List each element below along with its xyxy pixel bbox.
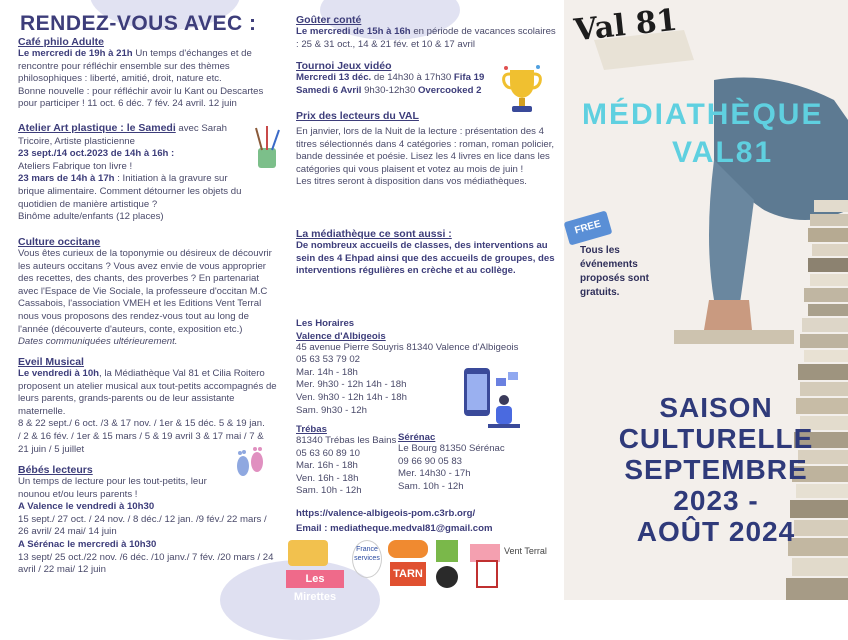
trebas-hours-row: Mar. 16h - 18h [296,460,358,472]
saison-line: SEPTEMBRE [624,454,808,485]
partner-logo-icon [436,566,458,588]
cafe-philo-text: Le mercredi de 19h à 21h Un temps d'échanges et de rencontre pour réfléchir ensemble sur des thèmes philosophiques : liberté, amitié, droit, nature etc. [18,48,252,85]
serenac-name: Sérénac [398,432,436,443]
eveil-section [18,356,280,456]
vent-terral-logo: Vent Terral [504,546,547,556]
trophy-icon [500,64,544,116]
serenac-section [398,432,528,493]
tournoi-line-2: Samedi 6 Avril 9h30-12h30 Overcooked 2 [296,84,482,96]
partner-logo-icon [476,560,498,588]
gouter-title: Goûter conté [296,14,362,26]
val81-logo: Val 81 [572,2,680,49]
bebes-serenac-title: A Sérénac le mercredi à 10h30 [18,538,157,550]
bebes-valence-title: A Valence le vendredi à 10h30 [18,501,155,513]
trebas-hours-row: Sam. 10h - 12h [296,485,362,497]
atelier-artist: avec Sarah Tricoire, Artiste plasticienne [18,123,227,147]
eveil-intro: Le vendredi à 10h, la Médiathèque Val 81 et Cilia Roitero proposent un atelier musical aux tout-petits accompagnés de leurs parents, grands-parents ou de leur assistante maternelle. [18,368,277,417]
aussi-title: La médiathèque ce sont aussi : [296,228,452,240]
eveil-dates: 8 & 22 sept./ 6 oct. /3 & 17 nov. / 1er & 15 déc. 5 & 19 jan. / 2 & 16 fév. / 1er & 15 mars / 5 & 19 avril 3 & 17 mai / 7 & 21 juin / 5 juillet [18,418,265,455]
aussi-text: De nombreux accueils de classes, des interventions au sein des 4 Ehpad ainsi que des accueils de groupes, des interventions régulières en crèche et au collège. [296,240,555,277]
cover-title-val81: VAL81 [672,136,774,169]
tournoi-title: Tournoi Jeux vidéo [296,60,392,72]
partner-logo-icon [288,540,328,566]
serenac-hours-row: Sam. 10h - 12h [398,480,464,492]
occitan-section [18,236,280,349]
saison-line: AOÛT 2024 [636,516,796,547]
cafe-philo-dates: Bonne nouvelle : pour réfléchir avoir lu Kant ou Descartes pour participer ! 11 oct. 6 déc. 7 fév. 24 avril. 12 juin [18,85,264,110]
occitan-title: Culture occitane [18,236,101,248]
free-tag-icon: FREE [564,210,613,245]
prix-text: En janvier, lors de la Nuit de la lecture : présentation des 4 titres sélectionnés dans 4 catégories : roman, roman policier, bande dessinée et poésie. Lisez les 4 livres en lice dans les catégories qui vous plaisent et votez au mois de juin ! [296,126,555,175]
serenac-address: Le Bourg 81350 Sérénac [398,443,505,454]
saison-line: CULTURELLE [618,423,814,454]
phone-reading-illustration [460,364,524,434]
saison-culturelle-title [596,392,836,547]
cover-title-mediatheque: MÉDIATHÈQUE [582,98,824,131]
atelier-section [18,122,250,224]
france-services-logo: France services [352,540,382,578]
website-link[interactable]: https://valence-albigeois-pom.c3rb.org/ [296,508,476,519]
serenac-hours-row: Mer. 14h30 - 17h [398,468,471,480]
paintbrush-icon [252,124,282,170]
prix-note: Les titres seront à disposition dans vos médiathèques. [296,176,527,188]
cafe-philo-title: Café philo Adulte [18,36,104,48]
trebas-name: Trébas [296,424,327,435]
free-events-text: Tous les événements proposés sont gratuits. [580,245,649,298]
valence-address: 45 avenue Pierre Souyris 81340 Valence d'Albigeois [296,341,519,353]
occitan-note: Dates communiquées ultérieurement. [18,336,178,348]
atelier-note: Binôme adulte/enfants (12 places) [18,211,164,223]
gouter-section [296,14,558,51]
atelier-title: Atelier Art plastique : le Samedi [18,122,176,134]
trebas-address: 81340 Trébas les Bains [296,435,397,446]
atelier-dates-1: 23 sept./14 oct.2023 de 14h à 16h : Ateliers Fabrique ton livre ! [18,148,175,172]
trebas-hours-row: Ven. 16h - 18h [296,472,359,484]
tarn-logo: TARN [390,562,426,586]
tournoi-line-1: Mercredi 13 déc. de 14h30 à 17h30 Fifa 19 [296,72,485,83]
valence-name: Valence d'Albigeois [296,330,386,342]
email-link[interactable]: Email : mediatheque.medval81@gmail.com [296,522,493,534]
bebes-section [18,464,280,577]
serenac-phone: 09 66 90 05 83 [398,455,463,467]
bebes-title: Bébés lecteurs [18,464,93,476]
gouter-text: Le mercredi de 15h à 16h en période de vacances scolaires : 25 & 31 oct., 14 & 21 fév. et 10 & 17 avril [296,26,556,50]
valence-hours-row: Mer. 9h30 - 12h 14h - 18h [296,379,407,391]
bebes-valence-dates: 15 sept./ 27 oct. / 24 nov. / 8 déc./ 12 jan. /9 fév./ 22 mars / 26 avril/ 24 mai/ 14 juin [18,513,267,538]
contact-section [296,508,558,535]
occitan-text: Vous êtes curieux de la toponymie ou désireux de découvrir les auteurs occitans ? Vous avez envie de vous approprier des recettes, des chants, des proverbes ? En partenariat avec l'Espace de Vie Sociale, la professeure d'occitan M.C Cassabois, l'association VMEH et les Editions Vent Terral nous vous proposons des rendez-vous tout au long de l'année (découverte d'auteurs, conte, exposition etc.) [18,248,272,335]
page-title: RENDEZ-VOUS AVEC : [20,12,257,35]
partner-logo-icon [388,540,428,558]
bebes-text: Un temps de lecture pour les tout-petits, leur nounou et/ou leurs parents ! [18,476,207,500]
cafe-philo-section [18,36,280,111]
valence-hours-row: Ven. 9h30 - 12h 14h - 18h [296,391,407,403]
les-mirettes-logo: Les Mirettes [286,570,344,588]
trebas-phone: 05 63 60 89 10 [296,447,361,459]
partner-logos [286,536,564,603]
aussi-section [296,228,558,278]
bebes-serenac-dates: 13 sept/ 25 oct./22 nov. /6 déc. /10 janv./ 7 fév. /20 mars / 24 avril / 22 mai/ 12 juin [18,551,274,576]
valence-hours-row: Mar. 14h - 18h [296,366,358,378]
saison-line: 2023 - [673,485,759,516]
prix-section [296,110,558,189]
atelier-dates-2: 23 mars de 14h à 17h : Initiation à la gravure sur brique alimentaire. Comment détourner les objets du quotidien de manière artistique ? [18,173,242,210]
saison-line: SAISON [659,392,773,423]
valence-hours-row: Sam. 9h30 - 12h [296,404,367,416]
horaires-title: Les Horaires [296,318,355,329]
prix-title: Prix des lecteurs du VAL [296,110,419,122]
partner-logo-icon [436,540,458,562]
valence-phone: 05 63 53 79 02 [296,354,361,366]
eveil-title: Eveil Musical [18,356,84,368]
